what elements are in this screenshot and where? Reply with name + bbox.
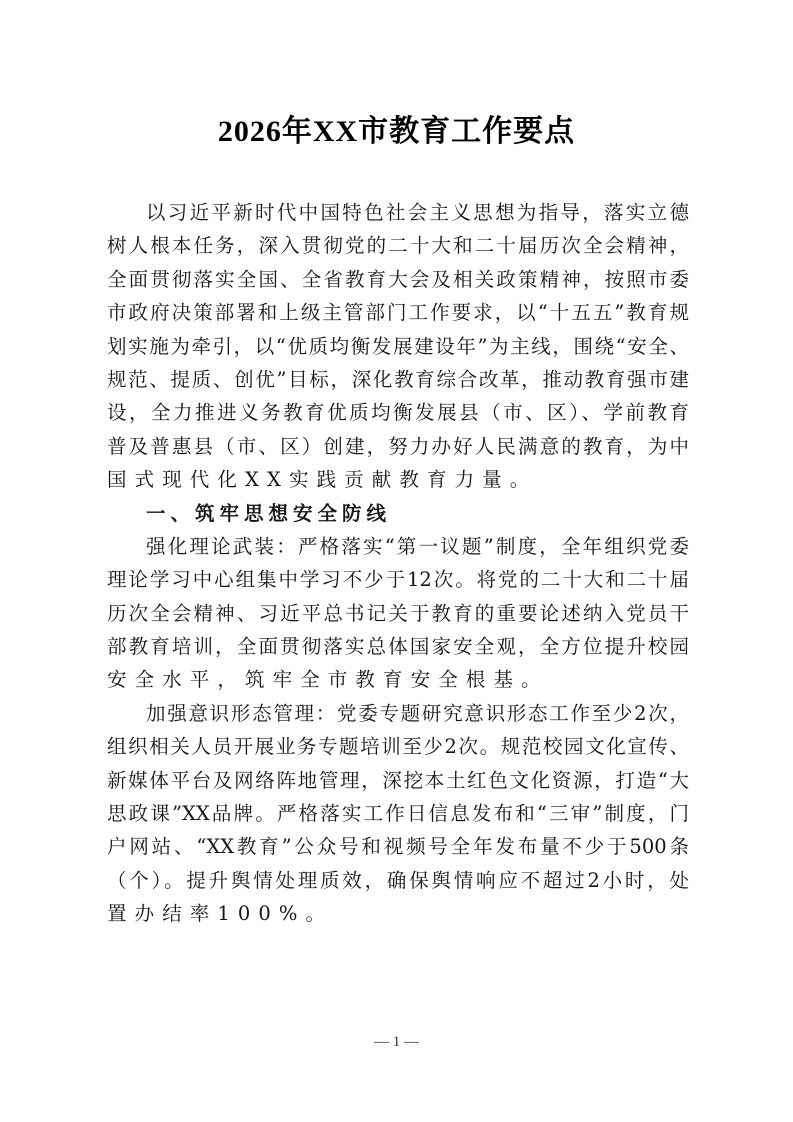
text-line: 普及普惠县（市、区）创建，努力办好人民满意的教育，为中 — [107, 434, 689, 458]
text-line: 思政课”XX品牌。严格落实工作日信息发布和“三审”制度，门 — [107, 802, 689, 826]
text-line: 新媒体平台及网络阵地管理，深挖本土红色文化资源，打造“大 — [107, 768, 689, 792]
text-line: 部教育培训，全面贯彻落实总体国家安全观，全方位提升校园 — [107, 635, 689, 659]
text-line: 强化理论武装：严格落实“第一议题”制度，全年组织党委 — [146, 534, 689, 558]
page-number: — 1 — — [374, 1034, 419, 1050]
text-line: 户网站、“XX教育”公众号和视频号全年发布量不少于500条 — [107, 835, 689, 859]
text-line: 市政府决策部署和上级主管部门工作要求，以“十五五”教育规 — [107, 301, 689, 325]
text-line: 树人根本任务，深入贯彻党的二十大和二十届历次全会精神， — [107, 234, 689, 258]
section-heading-text: 一、筑牢思想安全防线 — [146, 501, 392, 525]
text-line: 划实施为牵引，以“优质均衡发展建设年”为主线，围绕“安全、 — [107, 334, 689, 358]
paragraph-ideology — [107, 697, 689, 931]
text-line: 以习近平新时代中国特色社会主义思想为指导，落实立德 — [146, 201, 689, 224]
paragraph-theory — [107, 530, 689, 697]
paragraph-intro — [107, 196, 689, 497]
text-line: 全面贯彻落实全国、全省教育大会及相关政策精神，按照市委 — [107, 267, 689, 291]
text-line: （个）。提升舆情处理质效，确保舆情响应不超过2小时，处 — [107, 868, 689, 892]
text-line: 规范、提质、创优”目标，深化教育综合改革，推动教育强市建 — [107, 367, 689, 391]
text-line: 历次全会精神、习近平总书记关于教育的重要论述纳入党员干 — [107, 601, 689, 625]
text-line: 国式现代化XX实践贡献教育力量。 — [107, 468, 538, 492]
text-line: 加强意识形态管理：党委专题研究意识形态工作至少2次， — [146, 701, 689, 725]
text-line: 组织相关人员开展业务专题培训至少2次。规范校园文化宣传、 — [107, 735, 689, 759]
text-line: 置办结率100%。 — [107, 902, 334, 926]
text-line: 安全水平，筑牢全市教育安全根基。 — [107, 668, 549, 692]
document-body — [107, 196, 689, 931]
text-line: 设，全力推进义务教育优质均衡发展县（市、区）、学前教育 — [107, 401, 689, 425]
section-heading — [107, 497, 689, 530]
document-title: 2026年XX市教育工作要点 — [217, 115, 576, 148]
text-line: 理论学习中心组集中学习不少于12次。将党的二十大和二十届 — [107, 568, 689, 592]
